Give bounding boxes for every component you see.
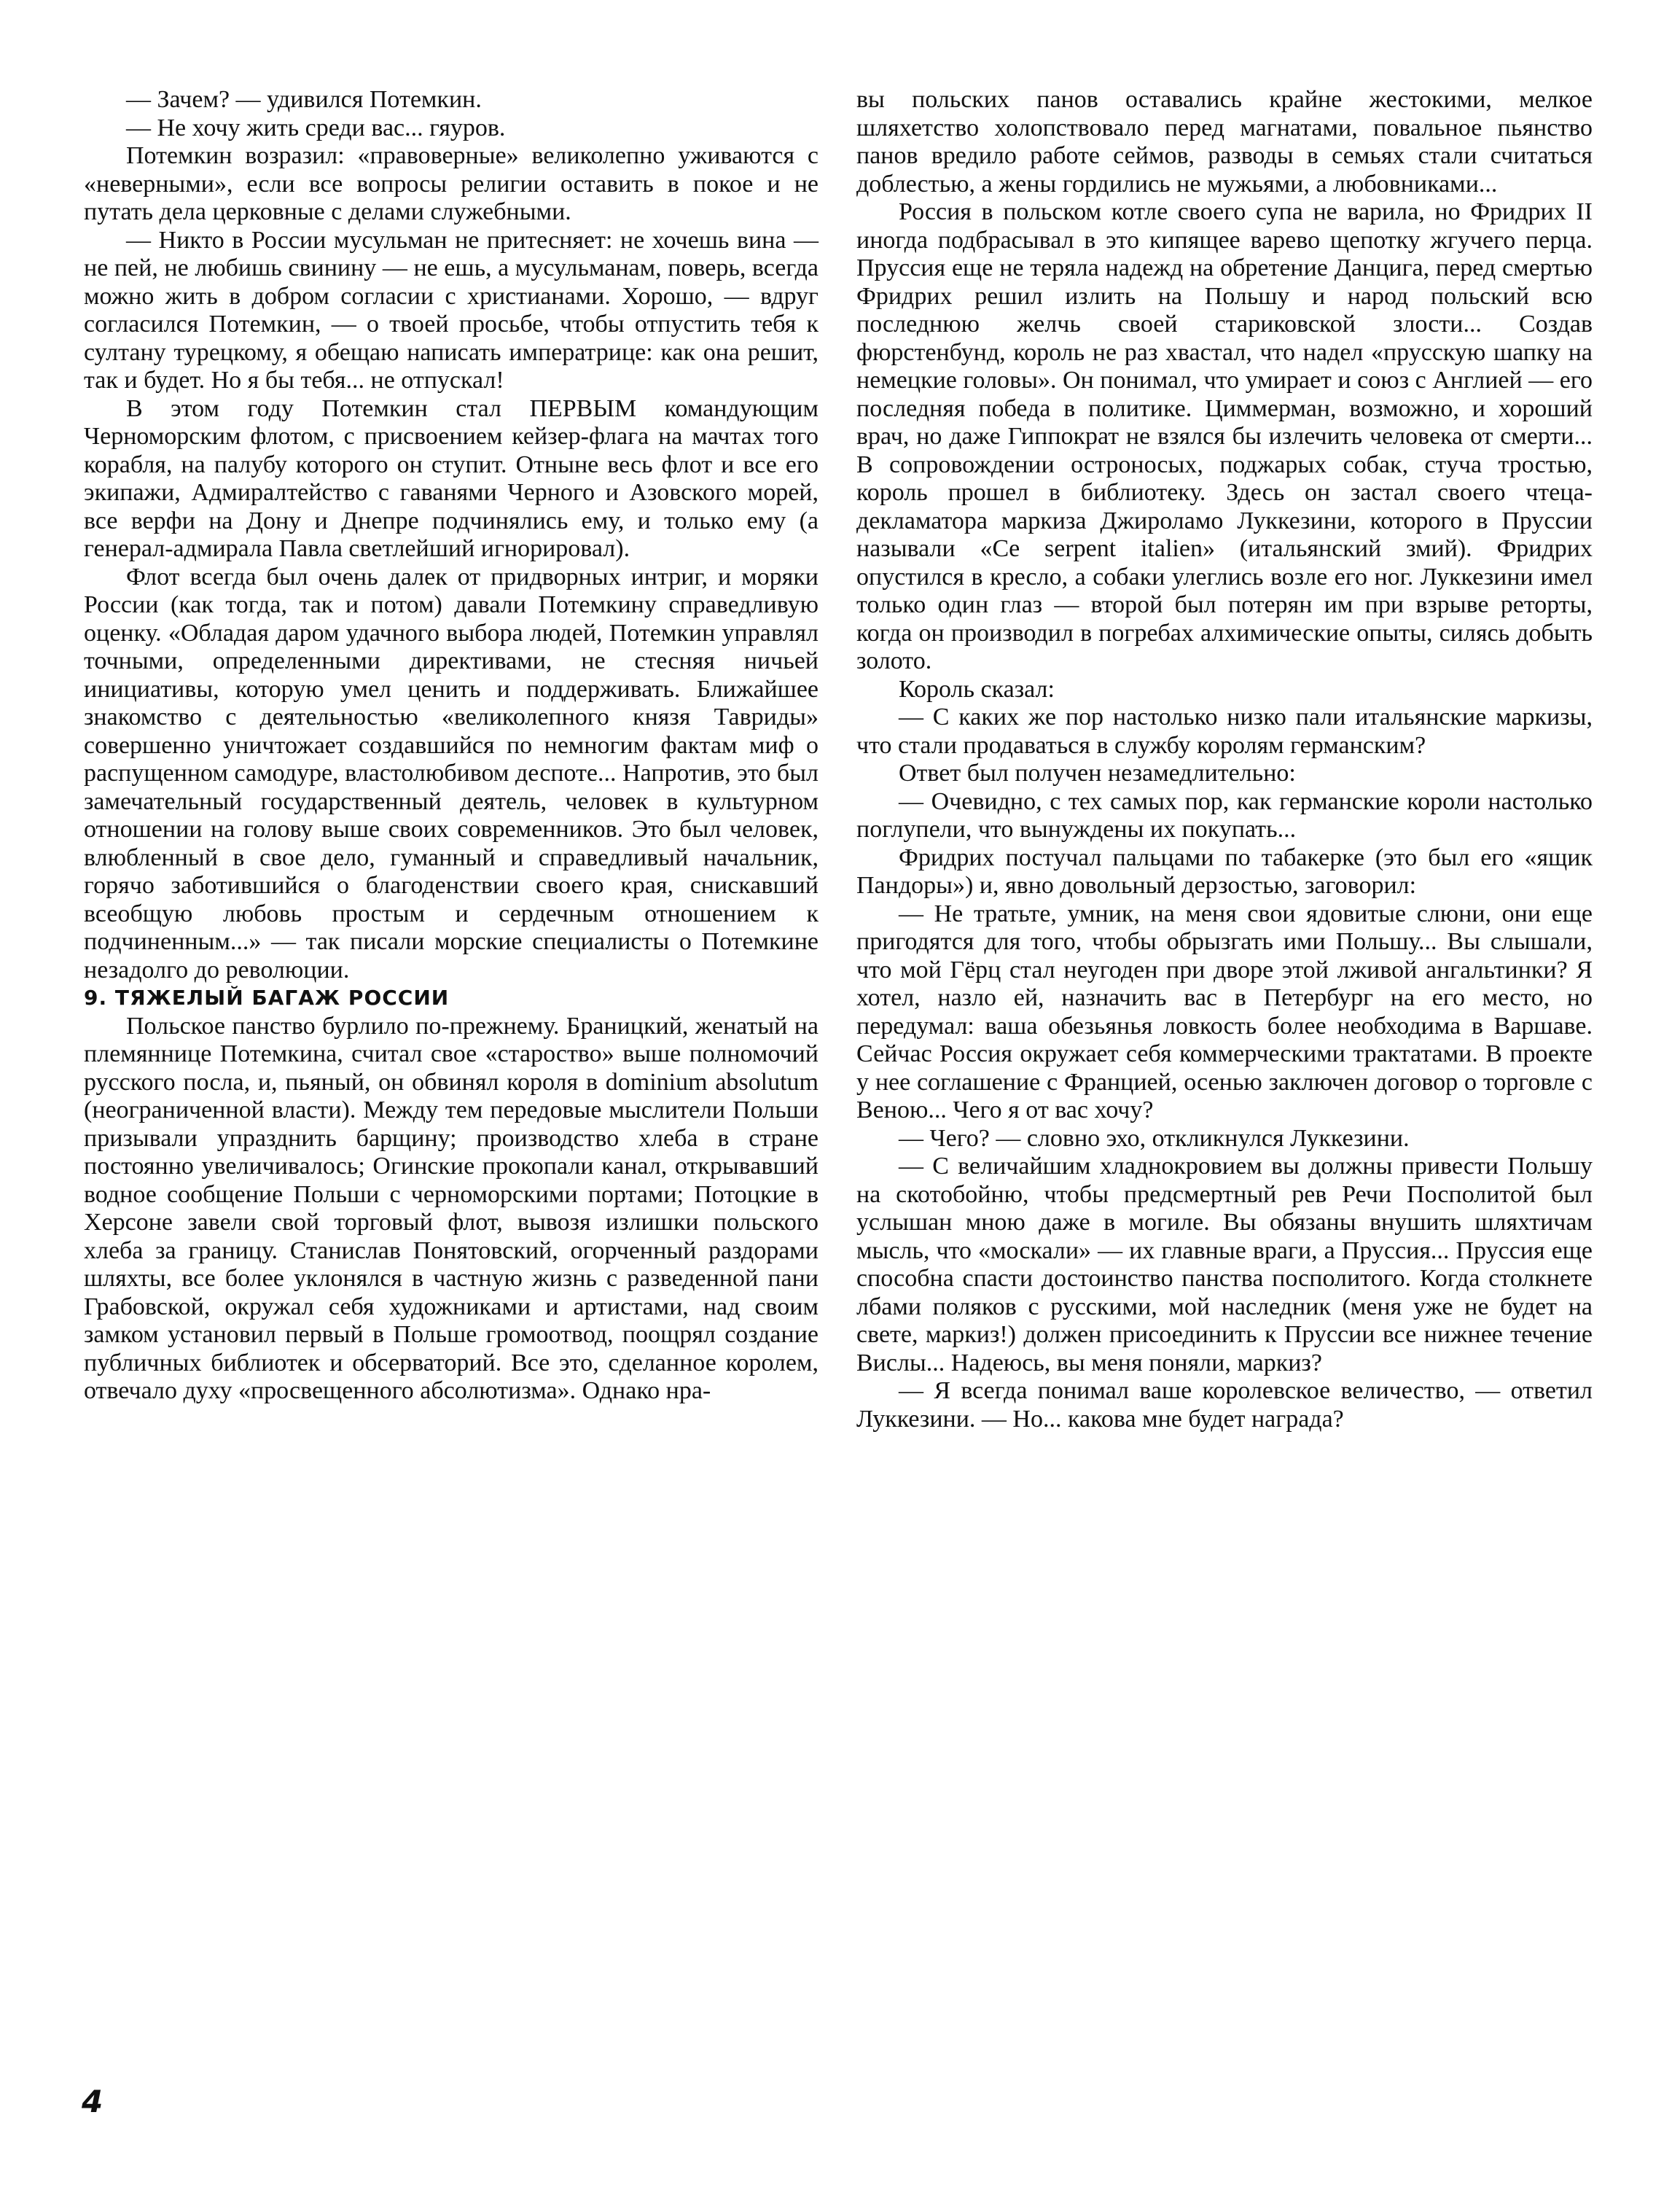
paragraph: — Я всегда понимал ваше королевское величество, — ответил Луккезини. — Но... какова мне будет награда? (856, 1377, 1593, 1433)
paragraph: Фридрих постучал пальцами по табакерке (это был его «ящик Пандоры») и, явно довольный дерзостью, заговорил: (856, 844, 1593, 899)
paragraph: Ответ был получен незамедлительно: (899, 760, 1296, 787)
paragraph: — Не тратьте, умник, на меня свои ядовитые слюни, они еще пригодятся для того, чтобы обрызгать ими Польшу... Вы слышали, что мой Гёрц стал неугоден при дворе этой лживой ангальтинки? Я хотел, назло ей, назначить вас в Петербург на его место, но передумал: ваша обезьянья ловкость более необходима в Варшаве. Сейчас Россия окружает себя коммерческими трактатами. В проекте у нее соглашение с Францией, осенью заключен договор о торговле с Веною... Чего я от вас хочу? (856, 900, 1593, 1123)
page-number: 4 (82, 2084, 103, 2119)
paragraph: Флот всегда был очень далек от придворных интриг, и моряки России (как тогда, так и потом) давали Потемкину справедливую оценку. «Обладая даром удачного выбора людей, Потемкин управлял точными, определенными директивами, не стесняя ничьей инициативы, которую умел ценить и поддерживать. Ближайшее знакомство с деятельностью «великолепного князя Тавриды» совершенно уничтожает создавшийся по немногим фактам миф о распущенном самодуре, властолюбивом деспоте... Напротив, это был замечательный государственный деятель, человек в культурном отношении на голову выше своих современников. Это был человек, влюбленный в свое дело, гуманный и справедливый начальник, горячо заботившийся о благоденствии своего края, снискавший всеобщую любовь простым и сердечным отношением к подчиненным...» — так писали морские специалисты о Потемкине незадолго до революции. (84, 563, 818, 983)
paragraph: — Зачем? — удивился Потемкин. (126, 86, 482, 113)
paragraph: — Никто в России мусульман не притесняет: не хочешь вина — не пей, не любишь свинину — не ешь, а мусульманам, поверь, всегда можно жить в добром согласии с христианами. Хорошо, — вдруг согласился Потемкин, — о твоей просьбе, чтобы отпустить тебя к султану турецкому, я обещаю написать императрице: как она решит, так и будет. Но я бы тебя... не отпускал! (84, 226, 818, 394)
right-column (856, 86, 1593, 1433)
paragraph: — Чего? — словно эхо, откликнулся Луккезини. (899, 1124, 1410, 1152)
paragraph: вы польских панов оставались крайне жестокими, мелкое шляхетство холопствовало перед магнатами, повальное пьянство панов вредило работе сеймов, разводы в семьях стали считаться доблестью, а жены гордились не мужьями, а любовниками... (856, 86, 1593, 198)
paragraph: Польское панство бурлило по-прежнему. Браницкий, женатый на племяннице Потемкина, считал свое «староство» выше полномочий русского посла, и, пьяный, он обвинял короля в dominium absolutum (неограниченной власти). Между тем передовые мыслители Польши призывали упразднить барщину; производство хлеба в стране постоянно увеличивалось; Огинские прокопали канал, открывавший водное сообщение Польши с черноморскими портами; Потоцкие в Херсоне завели свой торговый флот, вывозя излишки польского хлеба за границу. Станислав Понятовский, огорченный раздорами шляхты, все более уклонялся в частную жизнь с разведенной пани Грабовской, окружал себя художниками и артистами, над своим замком установил первый в Польше громоотвод, поощрял создание публичных библиотек и обсерваторий. Все это, сделанное королем, отвечало духу «просвещенного абсолютизма». Однако нра- (84, 1012, 818, 1404)
paragraph: Потемкин возразил: «правоверные» великолепно уживаются с «неверными», если все вопросы религии оставить в покое и не путать дела церковные с делами служебными. (84, 142, 818, 225)
paragraph: — С величайшим хладнокровием вы должны привести Польшу на скотобойню, чтобы предсмертный рев Речи Посполитой был услышан мною даже в могиле. Вы обязаны внушить шляхтичам мысль, что «москали» — их главные враги, а Пруссия... Пруссия еще способна спасти достоинство панства посполитого. Когда столкнете лбами поляков с русскими, мой наследник (меня уже не будет на свете, маркиз!) должен присоединить к Пруссии все нижнее течение Вислы... Надеюсь, вы меня поняли, маркиз? (856, 1153, 1593, 1376)
left-column (84, 86, 818, 1406)
paragraph: В этом году Потемкин стал ПЕРВЫМ командующим Черноморским флотом, с присвоением кейзер-флага на мачтах того корабля, на палубу которого он ступит. Отныне весь флот и все его экипажи, Адмиралтейство с гаванями Черного и Азовского морей, все верфи на Дону и Днепре подчинялись ему, и только ему (а генерал-адмирала Павла светлейший игнорировал). (84, 394, 818, 562)
paragraph: Король сказал: (899, 675, 1055, 703)
paragraph: Россия в польском котле своего супа не варила, но Фридрих II иногда подбрасывал в это кипящее варево щепотку жгучего перца. Пруссия еще не теряла надежд на обретение Данцига, перед смертью Фридрих решил излить на Польшу и народ польский всю последнюю желчь своей стариковской злости... Создав фюрстенбунд, король не раз хвастал, что надел «прусскую шапку на немецкие головы». Он понимал, что умирает и союз с Англией — его последняя победа в политике. Циммерман, возможно, и хороший врач, но даже Гиппократ не взялся бы излечить человека от смерти... В сопровождении остроносых, поджарых собак, стуча тростью, король прошел в библиотеку. Здесь он застал своего чтеца-декламатора маркиза Джироламо Луккезини, которого в Пруссии называли «Ce serpent italien» (итальянский змий). Фридрих опустился в кресло, а собаки улеглись возле его ног. Луккезини имел только один глаз — второй был потерян им при взрыве реторты, когда он производил в погребах алхимические опыты, силясь добыть золото. (856, 198, 1593, 674)
paragraph: — Очевидно, с тех самых пор, как германские короли настолько поглупели, что вынуждены их покупать... (856, 787, 1593, 843)
paragraph: — С каких же пор настолько низко пали итальянские маркизы, что стали продаваться в службу королям германским? (856, 704, 1593, 759)
section-heading: 9. ТЯЖЕЛЫЙ БАГАЖ РОССИИ (84, 986, 450, 1010)
paragraph: — Не хочу жить среди вас... гяуров. (126, 114, 506, 141)
